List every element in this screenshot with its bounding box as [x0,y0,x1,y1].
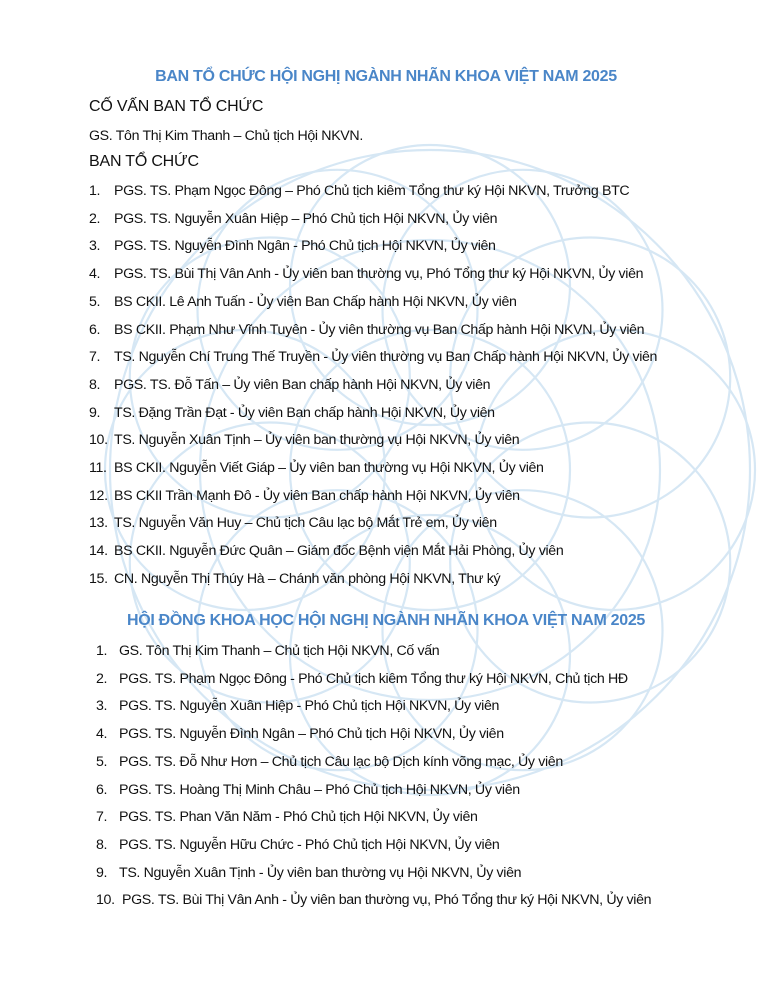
list-item [96,643,439,659]
list-item-text: CN. Nguyễn Thị Thúy Hà – Chánh văn phòng Hội NKVN, Thư ký [114,570,501,587]
list-item [89,266,643,282]
list-item-text: PGS. TS. Bùi Thị Vân Anh - Ủy viên ban thường vụ, Phó Tổng thư ký Hội NKVN, Ủy viên [122,892,652,909]
list-item-number: 3. [96,698,108,715]
list-item [96,726,504,742]
list-item [96,892,651,908]
advisor-heading: CỐ VẤN BAN TỔ CHỨC [89,98,264,115]
list-item-text: PGS. TS. Nguyễn Xuân Hiệp – Phó Chủ tịch Hội NKVN, Ủy viên [114,210,498,227]
list-item [89,322,644,338]
list-item-text: PGS. TS. Đỗ Tấn – Ủy viên Ban chấp hành Hội NKVN, Ủy viên [114,376,491,393]
list-item-text: PGS. TS. Nguyễn Hữu Chức - Phó Chủ tịch Hội NKVN, Ủy viên [119,836,500,853]
list-item-number: 9. [89,404,101,421]
list-item-text: PGS. TS. Nguyễn Đình Ngân – Phó Chủ tịch Hội NKVN, Ủy viên [119,726,504,743]
list-item-number: 1. [96,643,108,659]
list-item-text: PGS. TS. Đỗ Như Hơn – Chủ tịch Câu lạc bộ Dịch kính võng mạc, Ủy viên [119,753,563,770]
list-item-number: 2. [96,670,108,687]
list-item-number: 7. [96,809,108,826]
list-item-number: 4. [96,726,108,743]
list-item-text: PGS. TS. Hoàng Thị Minh Châu – Phó Chủ tịch Hội NKVN, Ủy viên [119,781,520,798]
list-item-number: 15. [89,570,108,587]
organizing-committee-title: BAN TỔ CHỨC HỘI NGHỊ NGÀNH NHÃN KHOA VIỆT NAM 2025 [155,68,617,85]
list-item [89,211,497,227]
list-item-number: 3. [89,238,101,255]
list-item-number: 4. [89,266,101,283]
list-item-number: 10. [89,432,108,449]
list-item [89,238,496,254]
list-item [89,543,563,559]
list-item-number: 1. [89,183,101,199]
list-item [89,488,520,504]
list-item-number: 14. [89,543,108,560]
list-item-number: 6. [89,321,101,338]
list-item-text: BS CKII Trần Mạnh Đô - Ủy viên Ban chấp hành Hội NKVN, Ủy viên [114,487,520,504]
list-item [89,377,490,393]
list-item-number: 5. [96,753,108,770]
list-item [89,183,629,199]
list-item [89,460,544,476]
list-item-number: 12. [89,487,108,504]
list-item-number: 9. [96,864,108,881]
list-item [96,671,628,687]
list-item [96,782,520,798]
list-item-text: PGS. TS. Phạm Ngọc Đông - Phó Chủ tịch kiêm Tổng thư ký Hội NKVN, Chủ tịch HĐ [119,670,628,687]
list-item-text: BS CKII. Nguyễn Viết Giáp – Ủy viên ban thường vụ Hội NKVN, Ủy viên [114,460,544,476]
list-item [89,432,519,448]
list-item [96,809,478,825]
list-item-text: TS. Nguyễn Xuân Tịnh – Ủy viên ban thường vụ Hội NKVN, Ủy viên [114,432,520,449]
list-item [89,515,497,531]
list-item [89,294,517,310]
list-item-text: TS. Nguyễn Văn Huy – Chủ tịch Câu lạc bộ Mắt Trẻ em, Ủy viên [114,515,497,532]
list-item-number: 6. [96,781,108,798]
list-item [96,837,499,853]
list-item [89,349,657,365]
advisor-name: GS. Tôn Thị Kim Thanh – Chủ tịch Hội NKVN. [89,128,363,144]
committee-heading: BAN TỔ CHỨC [89,153,199,170]
list-item-text: BS CKII. Nguyễn Đức Quân – Giám đốc Bệnh viện Mắt Hải Phòng, Ủy viên [114,543,564,560]
list-item-text: BS CKII. Lê Anh Tuấn - Ủy viên Ban Chấp hành Hội NKVN, Ủy viên [114,293,517,310]
list-item-text: GS. Tôn Thị Kim Thanh – Chủ tịch Hội NKVN, Cố vấn [119,643,440,659]
list-item-text: PGS. TS. Phan Văn Năm - Phó Chủ tịch Hội NKVN, Ủy viên [119,809,478,826]
list-item [96,754,563,770]
list-item-text: PGS. TS. Phạm Ngọc Đông – Phó Chủ tịch kiêm Tổng thư ký Hội NKVN, Trưởng BTC [114,183,630,199]
list-item-text: PGS. TS. Nguyễn Xuân Hiệp - Phó Chủ tịch Hội NKVN, Ủy viên [119,698,500,715]
list-item [96,698,499,714]
list-item-number: 5. [89,293,101,310]
list-item-number: 13. [89,515,108,532]
list-item [89,405,495,421]
list-item-number: 8. [89,376,101,393]
list-item [96,865,521,881]
list-item-text: PGS. TS. Nguyễn Đình Ngân - Phó Chủ tịch Hội NKVN, Ủy viên [114,238,496,255]
list-item-number: 11. [89,460,107,476]
list-item-text: TS. Nguyễn Xuân Tịnh - Ủy viên ban thường vụ Hội NKVN, Ủy viên [119,864,522,881]
list-item-text: PGS. TS. Bùi Thị Vân Anh - Ủy viên ban thường vụ, Phó Tổng thư ký Hội NKVN, Ủy viên [114,266,644,283]
scientific-council-title: HỘI ĐỒNG KHOA HỌC HỘI NGHỊ NGÀNH NHÃN KHOA VIỆT NAM 2025 [126,612,646,629]
list-item-text: BS CKII. Phạm Như Vĩnh Tuyên - Ủy viên thường vụ Ban Chấp hành Hội NKVN, Ủy viên [114,321,645,338]
list-item-text: TS. Đặng Trần Đạt - Ủy viên Ban chấp hành Hội NKVN, Ủy viên [114,404,495,421]
list-item-number: 10. [96,892,115,909]
list-item-number: 2. [89,210,101,227]
list-item [89,571,500,587]
list-item-text: TS. Nguyễn Chí Trung Thế Truyền - Ủy viên thường vụ Ban Chấp hành Hội NKVN, Ủy viên [114,349,658,366]
list-item-number: 8. [96,836,108,853]
list-item-number: 7. [89,349,101,366]
